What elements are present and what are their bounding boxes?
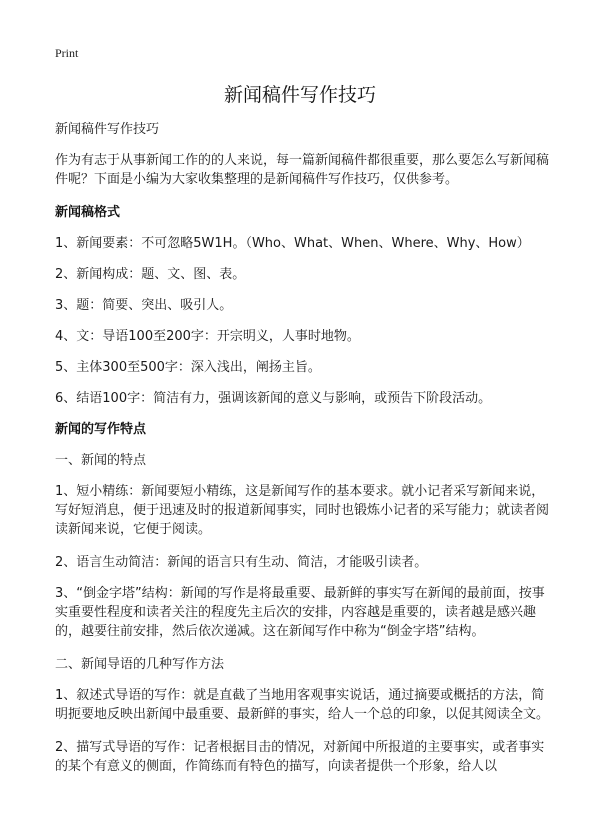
list-item: 3、题：简要、突出、吸引人。	[55, 298, 233, 313]
list-item: 3、“倒金字塔”结构：新闻的写作是将最重要、最新鲜的事实写在新闻的最前面，按事实重要性程度和读者关注的程度先主后次的安排，内容越是重要的，读者越是感兴趣的，越要往前安排，然后依次递减。这在新闻写作中称为“倒金字塔”结构。	[55, 586, 545, 639]
subsection-heading: 二、新闻导语的几种写作方法	[55, 657, 225, 672]
section-heading-format: 新闻稿格式	[55, 205, 121, 220]
intro-paragraph: 作为有志于从事新闻工作的的人来说，每一篇新闻稿件都很重要，那么要怎么写新闻稿件呢？下面是小编为大家收集整理的是新闻稿件写作技巧，仅供参考。	[55, 153, 550, 187]
section-heading-features: 新闻的写作特点	[55, 422, 147, 437]
print-label: Print	[55, 46, 79, 60]
subsection-heading: 一、新闻的特点	[55, 453, 147, 468]
list-item: 1、短小精练：新闻要短小精练，这是新闻写作的基本要求。就小记者采写新闻来说，写好短消息，便于迅速及时的报道新闻事实，同时也锻炼小记者的采写能力；就读者阅读新闻来说，它便于阅读。	[55, 484, 550, 537]
page-title: 新闻稿件写作技巧	[223, 84, 376, 106]
list-item: 1、叙述式导语的写作：就是直截了当地用客观事实说话，通过摘要或概括的方法，简明扼要地反映出新闻中最重要、最新鲜的事实，给人一个总的印象，以促其阅读全文。	[55, 688, 550, 722]
list-item: 2、描写式导语的写作：记者根据目击的情况，对新闻中所报道的主要事实，或者事实的某个有意义的侧面，作简练而有特色的描写，向读者提供一个形象，给人以	[55, 740, 545, 774]
list-item: 2、新闻构成：题、文、图、表。	[55, 267, 246, 282]
list-item: 6、结语100字：简洁有力，强调该新闻的意义与影响，或预告下阶段活动。	[55, 391, 492, 406]
article-subtitle: 新闻稿件写作技巧	[55, 122, 160, 137]
list-item: 2、语言生动简洁：新闻的语言只有生动、简洁，才能吸引读者。	[55, 555, 428, 570]
list-item: 4、文：导语100至200字：开宗明义，人事时地物。	[55, 329, 360, 344]
article-body	[55, 120, 555, 790]
list-item: 5、主体300至500字：深入浅出，阐扬主旨。	[55, 360, 321, 375]
list-item: 1、新闻要素：不可忽略5W1H。（Who、What、When、Where、Why、How）	[55, 236, 530, 251]
